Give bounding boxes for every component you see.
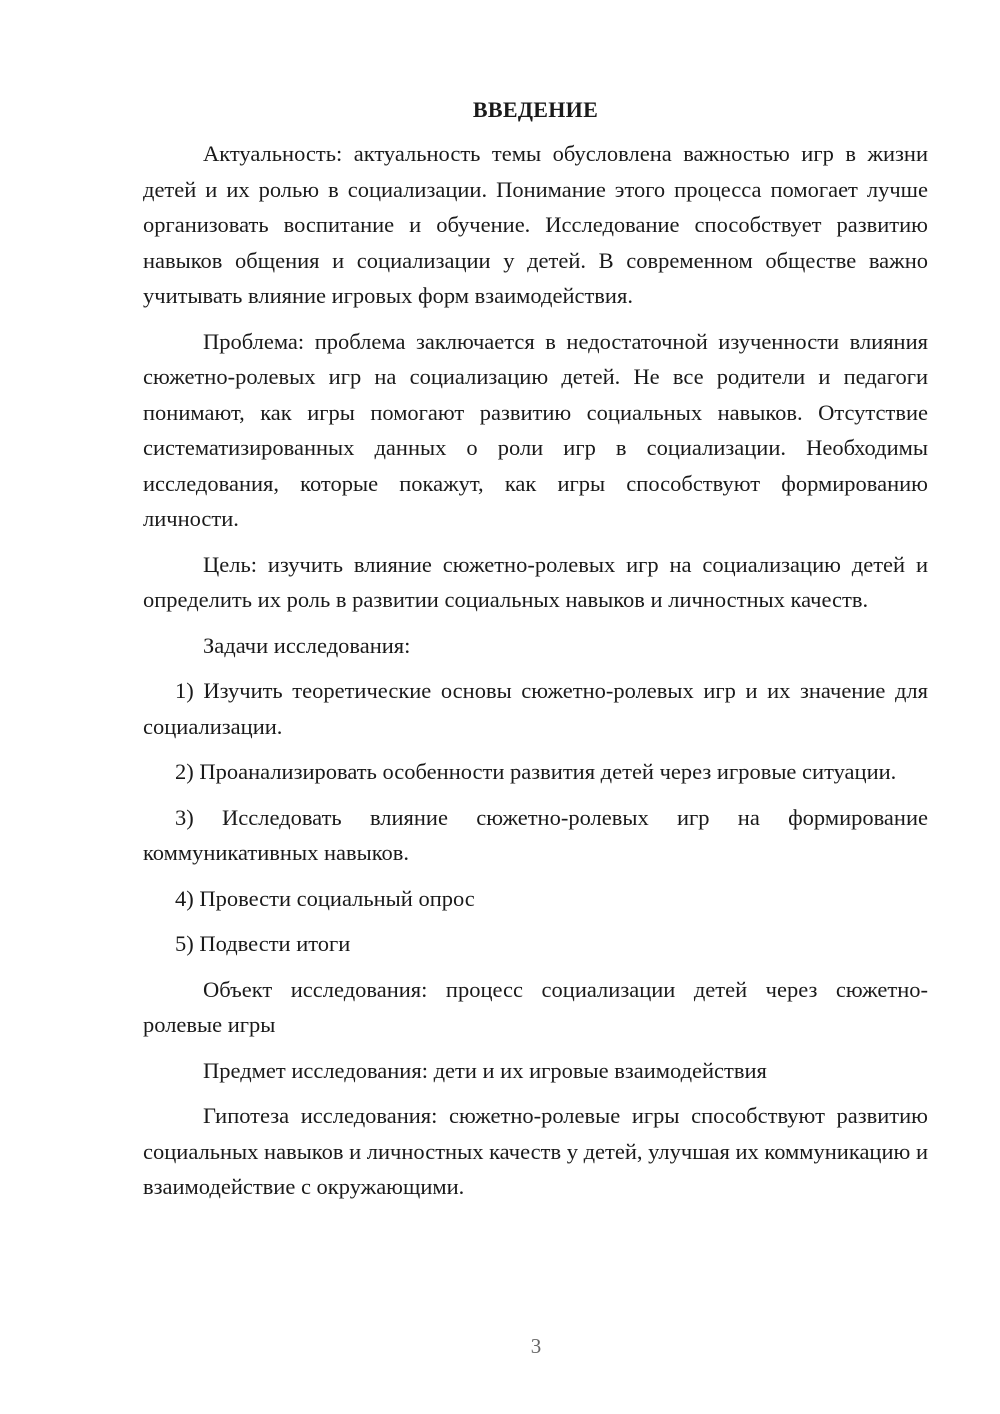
task-item-2: 2) Проанализировать особенности развития детей через игровые ситуации.	[175, 759, 897, 784]
tasks-heading: Задачи исследования:	[203, 632, 411, 658]
relevance-paragraph: Актуальность: актуальность темы обусловлена важностью игр в жизни детей и их ролью в социализации. Понимание этого процесса помогает лучше организовать воспитание и обучение. Исследование способствует развитию навыков общения и социализации у детей. В современном обществе важно учитывать влияние игровых форм взаимодействия.	[143, 141, 928, 308]
goal-paragraph: Цель: изучить влияние сюжетно-ролевых игр на социализацию детей и определить их роль в развитии социальных навыков и личностных качеств.	[143, 551, 928, 612]
task-item-3: 3) Исследовать влияние сюжетно-ролевых игр на формирование коммуникативных навыков.	[143, 804, 928, 865]
section-heading: ВВЕДЕНИЕ	[472, 97, 599, 122]
subject-paragraph: Предмет исследования: дети и их игровые взаимодействия	[203, 1057, 767, 1083]
page-number: 3	[530, 1334, 542, 1358]
task-item-4: 4) Провести социальный опрос	[175, 885, 475, 911]
hypothesis-paragraph: Гипотеза исследования: сюжетно-ролевые игры способствуют развитию социальных навыков и личностных качеств у детей, улучшая их коммуникацию и взаимодействие с окружающими.	[143, 1103, 928, 1199]
problem-paragraph: Проблема: проблема заключается в недостаточной изученности влияния сюжетно-ролевых игр на социализацию детей. Не все родители и педагоги понимают, как игры помогают развитию социальных навыков. Отсутствие систематизированных данных о роли игр в социализации. Необходимы исследования, которые покажут, как игры способствуют формированию личности.	[143, 328, 928, 531]
task-item-5: 5) Подвести итоги	[175, 931, 351, 956]
task-item-1: 1) Изучить теоретические основы сюжетно-ролевых игр и их значение для социализации.	[143, 678, 928, 739]
page-content	[143, 94, 928, 1215]
object-paragraph: Объект исследования: процесс социализации детей через сюжетно-ролевые игры	[143, 976, 928, 1037]
